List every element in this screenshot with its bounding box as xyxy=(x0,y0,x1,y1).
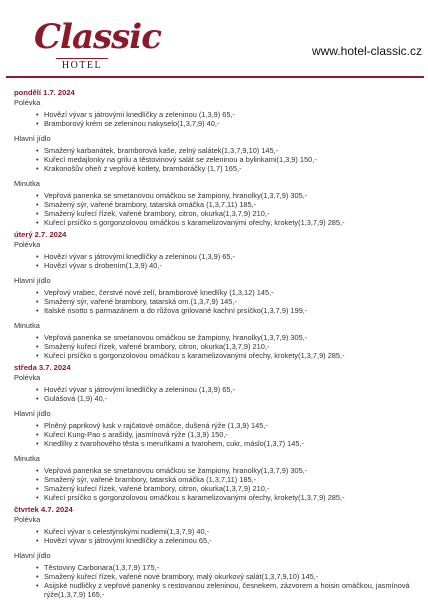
menu-category: Polévka xyxy=(14,515,41,524)
dish-list xyxy=(44,110,424,128)
dish-list xyxy=(44,146,424,173)
dish-item: • Hovězí vývar s játrovými knedlíčky a zeleninou (1,3,9) 65,- xyxy=(44,252,424,261)
dish-list xyxy=(44,333,424,360)
weekly-menu xyxy=(14,88,424,602)
menu-category: Polévka xyxy=(14,240,41,249)
dish-item: • Krakonošův oheň z vepřové kotlety, bramboráčky (1,7) 165,- xyxy=(44,164,424,173)
dish-item: • Vepřová panenka se smetanovou omáčkou se žampiony, hranolky(1,3,7,9) 305,- xyxy=(44,191,424,200)
menu-category: Minutka xyxy=(14,179,40,188)
menu-day xyxy=(14,230,424,360)
menu-category: Hlavní jídlo xyxy=(14,551,51,560)
day-title: pondělí 1.7. 2024 xyxy=(14,88,75,97)
menu-day xyxy=(14,505,424,599)
menu-category: Hlavní jídlo xyxy=(14,276,51,285)
dish-item: • Vepřový vrabec, čerstvé nové zelí, bramborové knedlíky (1,3,12) 145,- xyxy=(44,288,424,297)
dish-item: • Smažený kuřecí řízek, vařené brambory, citron, okurka(1,3,7,9) 210,- xyxy=(44,342,424,351)
dish-list xyxy=(44,563,424,599)
menu-category: Minutka xyxy=(14,321,40,330)
menu-day xyxy=(14,363,424,502)
dish-item: • Kuřecí prsíčko s gorgonzolovou omáčkou s karamelizovanými ořechy, krokety(1,3,7,9) 285,- xyxy=(44,351,424,360)
dish-item: • Smažený kuřecí řízek, vařené nové brambory, malý okurkový salát(1,3,7,9,10) 145,- xyxy=(44,572,424,581)
dish-list xyxy=(44,385,424,403)
dish-list xyxy=(44,466,424,502)
menu-day xyxy=(14,88,424,227)
dish-item: • Hovězí vývar s játrovými knedlíčky a zeleninou (1,3,9) 65,- xyxy=(44,110,424,119)
menu-category: Polévka xyxy=(14,373,41,382)
logo-subtitle: HOTEL xyxy=(56,58,108,71)
dish-item: • Vepřová panenka se smetanovou omáčkou se žampiony, hranolky(1,3,7,9) 305,- xyxy=(44,333,424,342)
hotel-logo xyxy=(34,17,161,72)
logo-script-text: Classic xyxy=(34,17,161,57)
dish-item: • Smažený karbanátek, bramborová kaše, zelný salátek(1,3,7,9,10) 145,- xyxy=(44,146,424,155)
day-title: úterý 2.7. 2024 xyxy=(14,230,67,239)
dish-list xyxy=(44,252,424,270)
page-header xyxy=(0,0,428,76)
dish-item: • Smažený sýr, vařené brambory, tatarská omáčka (1,3,7,11) 185,- xyxy=(44,200,424,209)
dish-item: • Těstoviny Carbonara(1,3,7,9) 175,- xyxy=(44,563,424,572)
dish-item: • Hovězí vývar s drobením(1,3,9) 40,- xyxy=(44,261,424,270)
dish-item: • Smažený sýr, vařené brambory, tatarská om.(1,3,7,9) 145,- xyxy=(44,297,424,306)
day-title: čtvrtek 4.7. 2024 xyxy=(14,505,73,514)
dish-item: • Hovězí vývar s játrovými knedlíčky a zeleninou 65,- xyxy=(44,536,424,545)
dish-item: • Smažený sýr, vařené brambory, tatarská omáčka (1,3,7,11) 185,- xyxy=(44,475,424,484)
dish-item: • Asijské nudličky z vepřové panenky s restovanou zeleninou, česnekem, zázvorem a hoisin omáčkou, jasmínová rýže(1,3,7,9) 165,- xyxy=(44,581,424,599)
dish-item: • Plněný paprikový lusk v rajčatové omáčce, dušená rýže (1,3,9) 145,- xyxy=(44,421,424,430)
dish-list xyxy=(44,191,424,227)
menu-category: Hlavní jídlo xyxy=(14,134,51,143)
dish-item: • Kuřecí prsíčko s gorgonzolovou omáčkou s karamelizovanými ořechy, krokety(1,3,7,9) 285,- xyxy=(44,493,424,502)
dish-list xyxy=(44,288,424,315)
dish-list xyxy=(44,527,424,545)
dish-item: • Kuřecí vývar s celestýnskými nudlemi(1,3,7,9) 40,- xyxy=(44,527,424,536)
site-url: www.hotel-classic.cz xyxy=(311,44,422,58)
dish-item: • Knedlíky z tvarohového těsta s meruňkami a tvarohem, cukr, máslo(1,3,7) 145,- xyxy=(44,439,424,448)
dish-list xyxy=(44,421,424,448)
menu-category: Polévka xyxy=(14,98,41,107)
header-divider xyxy=(6,76,424,78)
dish-item: • Smažený kuřecí řízek, vařené brambory, citron, okurka(1,3,7,9) 210,- xyxy=(44,484,424,493)
dish-item: • Hovězí vývar s játrovými knedlíčky a zeleninou (1,3,9) 65,- xyxy=(44,385,424,394)
dish-item: • Kuřecí prsíčko s gorgonzolovou omáčkou s karamelizovanými ořechy, krokety(1,3,7,9) 285,- xyxy=(44,218,424,227)
menu-category: Hlavní jídlo xyxy=(14,409,51,418)
day-title: středa 3.7. 2024 xyxy=(14,363,71,372)
dish-item: • Gulášová (1,9) 40,- xyxy=(44,394,424,403)
dish-item: • Italské risotto s parmazánem a do růžova grilované kachní prsíčko(1,3,7,9) 199,- xyxy=(44,306,424,315)
dish-item: • Kuřecí Kung-Pao s arašídy, jasmínová rýže (1,3,9) 150,- xyxy=(44,430,424,439)
dish-item: • Smažený kuřecí řízek, vařené brambory, citron, okurka(1,3,7,9) 210,- xyxy=(44,209,424,218)
dish-item: • Kuřecí medajlonky na grilu a těstovinový salát se zeleninou a bylinkami(1,3,9) 150,- xyxy=(44,155,424,164)
dish-item: • Bramborový krém se zeleninou nakyselo(1,3,7,9) 40,- xyxy=(44,119,424,128)
menu-category: Minutka xyxy=(14,454,40,463)
dish-item: • Vepřová panenka se smetanovou omáčkou se žampiony, hranolky(1,3,7,9) 305,- xyxy=(44,466,424,475)
